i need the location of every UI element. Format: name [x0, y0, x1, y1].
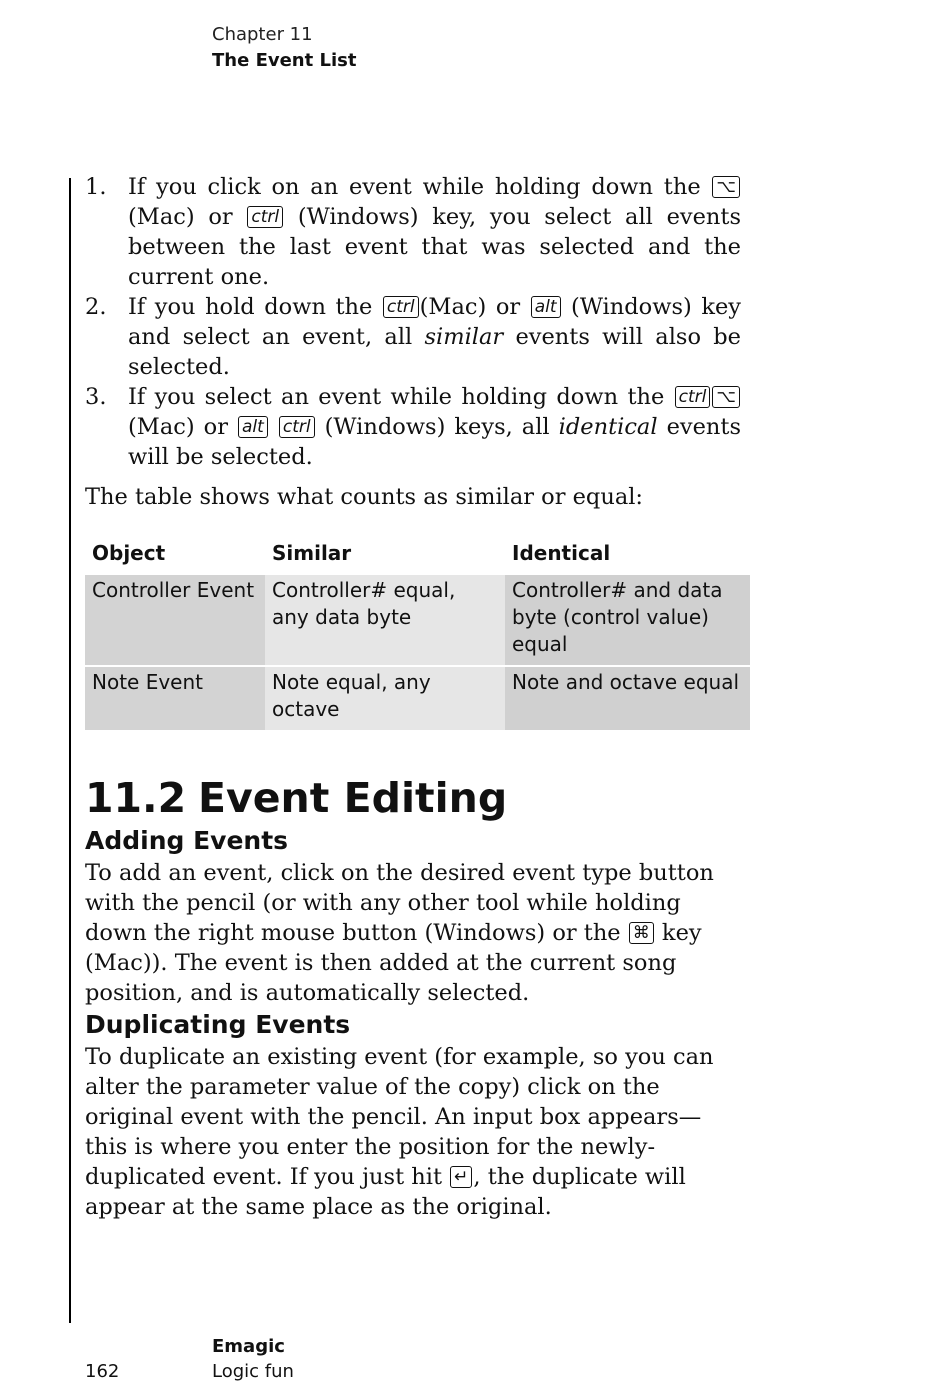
table-row: [85, 666, 750, 730]
duplicating-events-paragraph: [85, 1042, 741, 1222]
ctrl-key-icon: ctrl: [383, 296, 419, 318]
ctrl-key-icon: ctrl: [675, 386, 711, 408]
ctrl-key-icon: ctrl: [279, 416, 315, 438]
option-key-icon: ⌥: [712, 176, 740, 198]
command-key-icon: ⌘: [629, 922, 654, 944]
list-number: 2.: [85, 294, 107, 320]
list-item: [85, 172, 741, 292]
emphasis-similar: similar: [424, 324, 504, 350]
table-cell: Controller Event: [85, 574, 265, 666]
return-key-icon: ↵: [450, 1166, 472, 1188]
step-text: events will also be selected.: [128, 324, 741, 380]
section-heading: [85, 772, 741, 824]
step-text: (Mac) or: [128, 204, 247, 230]
step-text: (Windows) key and select an event, all: [128, 294, 741, 350]
step-text: (Mac) or: [128, 414, 237, 440]
table-row: [85, 574, 750, 666]
footer-brand: Emagic: [212, 1336, 285, 1357]
paragraph-text: , the duplicate will appear at the same place as the original.: [85, 1164, 686, 1220]
column-header-similar: Similar: [265, 534, 505, 574]
step-text: If you click on an event while holding down the: [128, 174, 712, 200]
step-text: (Windows) key, you select all events between the last event that was selected and the current one.: [128, 204, 742, 290]
table-header-row: [85, 534, 750, 574]
column-header-object: Object: [85, 534, 265, 574]
page-number: 162: [85, 1361, 120, 1382]
alt-key-icon: alt: [531, 296, 561, 318]
table-cell: Note equal, any octave: [265, 666, 505, 730]
ctrl-key-icon: ctrl: [247, 206, 283, 228]
running-header: [212, 22, 356, 74]
list-number: 3.: [85, 384, 107, 410]
list-number: 1.: [85, 174, 107, 200]
footer-product: Logic fun: [212, 1361, 294, 1382]
table-cell: Note Event: [85, 666, 265, 730]
step-text: If you select an event while holding down the: [128, 384, 674, 410]
duplicating-events-heading: Duplicating Events: [85, 1010, 351, 1039]
step-text: (Windows) keys, all: [315, 414, 559, 440]
table-cell: Controller# and data byte (control value) equal: [505, 574, 750, 666]
option-key-icon: ⌥: [712, 386, 740, 408]
margin-rule: [69, 178, 71, 1323]
step-text: events will be selected.: [128, 414, 741, 470]
comparison-table: [85, 534, 750, 730]
table-cell: Controller# equal, any data byte: [265, 574, 505, 666]
chapter-label: Chapter 11: [212, 24, 313, 45]
adding-events-heading: Adding Events: [85, 826, 289, 855]
chapter-title: The Event List: [212, 50, 357, 71]
table-intro: The table shows what counts as similar or equal:: [85, 484, 644, 510]
section-number: 11.2: [85, 774, 187, 822]
alt-key-icon: alt: [238, 416, 268, 438]
paragraph-text: To duplicate an existing event (for example, so you can alter the parameter value of the copy) click on the original event with the pencil. An input box appears—this is where you enter the position for the newly-duplicated event. If you just hit: [85, 1044, 714, 1190]
page-content: [85, 172, 741, 1222]
paragraph-text: key (Mac)). The event is then added at the current song position, and is automatically selected.: [85, 920, 702, 1006]
list-item: [85, 292, 741, 382]
list-item: [85, 382, 741, 472]
selection-steps: [85, 172, 741, 472]
adding-events-paragraph: [85, 858, 741, 1008]
step-text: (Mac) or: [419, 294, 530, 320]
column-header-identical: Identical: [505, 534, 750, 574]
emphasis-identical: identical: [558, 414, 658, 440]
paragraph-text: To add an event, click on the desired event type button with the pencil (or with any other tool while holding down the right mouse button (Windows) or the: [85, 860, 714, 946]
section-title: Event Editing: [198, 774, 508, 822]
table-cell: Note and octave equal: [505, 666, 750, 730]
step-text: If you hold down the: [128, 294, 382, 320]
